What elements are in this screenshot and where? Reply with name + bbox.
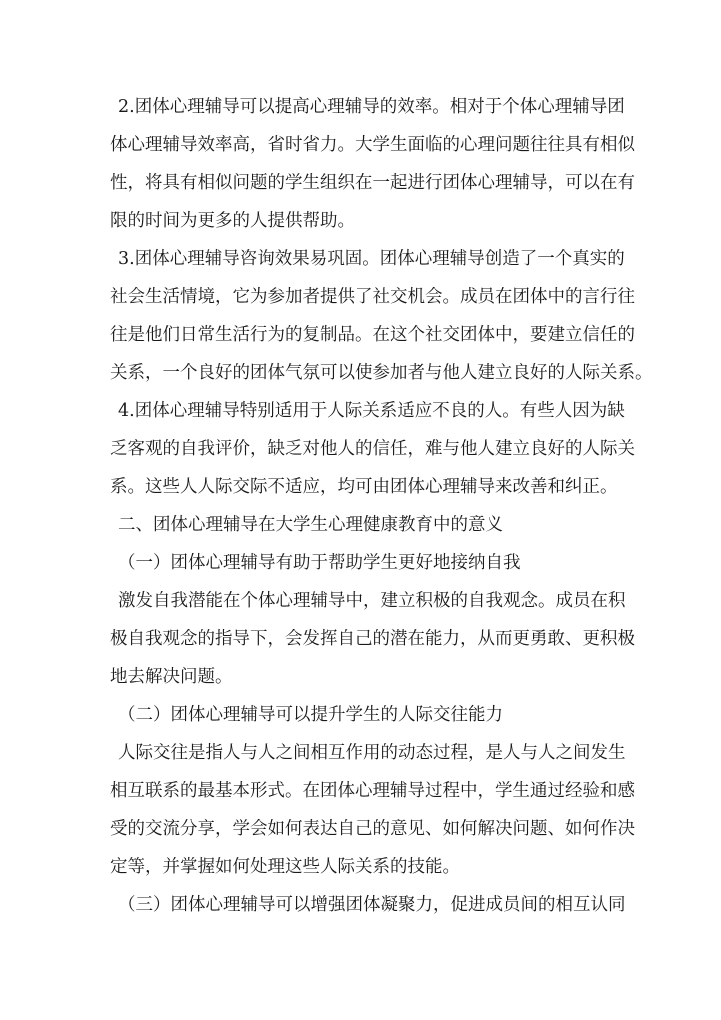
text-line: 地去解决问题。 <box>110 667 233 687</box>
text-line: 相互联系的最基本形式。在团体心理辅导过程中，学生通过经验和感 <box>110 781 635 801</box>
section-heading: 二、团体心理辅导在大学生心理健康教育中的意义 <box>118 515 503 535</box>
text-line: 社会生活情境，它为参加者提供了社交机会。成员在团体中的言行往 <box>110 287 635 307</box>
text-line: 人际交往是指人与人之间相互作用的动态过程，是人与人之间发生 <box>118 743 626 763</box>
subsection-heading: （一）团体心理辅导有助于帮助学生更好地接纳自我 <box>118 553 521 573</box>
text-line: 受的交流分享，学会如何表达自己的意见、如何解决问题、如何作决 <box>110 819 635 839</box>
text-line: 4.团体心理辅导特别适用于人际关系适应不良的人。有些人因为缺 <box>118 401 625 421</box>
text-line: 性，将具有相似问题的学生组织在一起进行团体心理辅导，可以在有 <box>110 173 635 193</box>
text-line: 体心理辅导效率高，省时省力。大学生面临的心理问题往往具有相似 <box>110 135 635 155</box>
text-line: 3.团体心理辅导咨询效果易巩固。团体心理辅导创造了一个真实的 <box>118 249 625 269</box>
text-line: 乏客观的自我评价，缺乏对他人的信任，难与他人建立良好的人际关 <box>110 439 635 459</box>
subsection-heading: （三）团体心理辅导可以增强团体凝聚力，促进成员间的相互认同 <box>118 895 626 915</box>
text-line: 定等，并掌握如何处理这些人际关系的技能。 <box>110 857 460 877</box>
text-line: 往是他们日常生活行为的复制品。在这个社交团体中，要建立信任的 <box>110 325 635 345</box>
text-line: 关系，一个良好的团体气氛可以使参加者与他人建立良好的人际关系。 <box>110 363 653 383</box>
text-line: 限的时间为更多的人提供帮助。 <box>110 211 355 231</box>
text-line: 激发自我潜能在个体心理辅导中，建立积极的自我观念。成员在积 <box>118 591 626 611</box>
text-line: 2.团体心理辅导可以提高心理辅导的效率。相对于个体心理辅导团 <box>118 97 625 117</box>
text-line: 极自我观念的指导下，会发挥自己的潜在能力，从而更勇敢、更积极 <box>110 629 635 649</box>
subsection-heading: （二）团体心理辅导可以提升学生的人际交往能力 <box>118 705 503 725</box>
text-line: 系。这些人人际交际不适应，均可由团体心理辅导来改善和纠正。 <box>110 477 618 497</box>
